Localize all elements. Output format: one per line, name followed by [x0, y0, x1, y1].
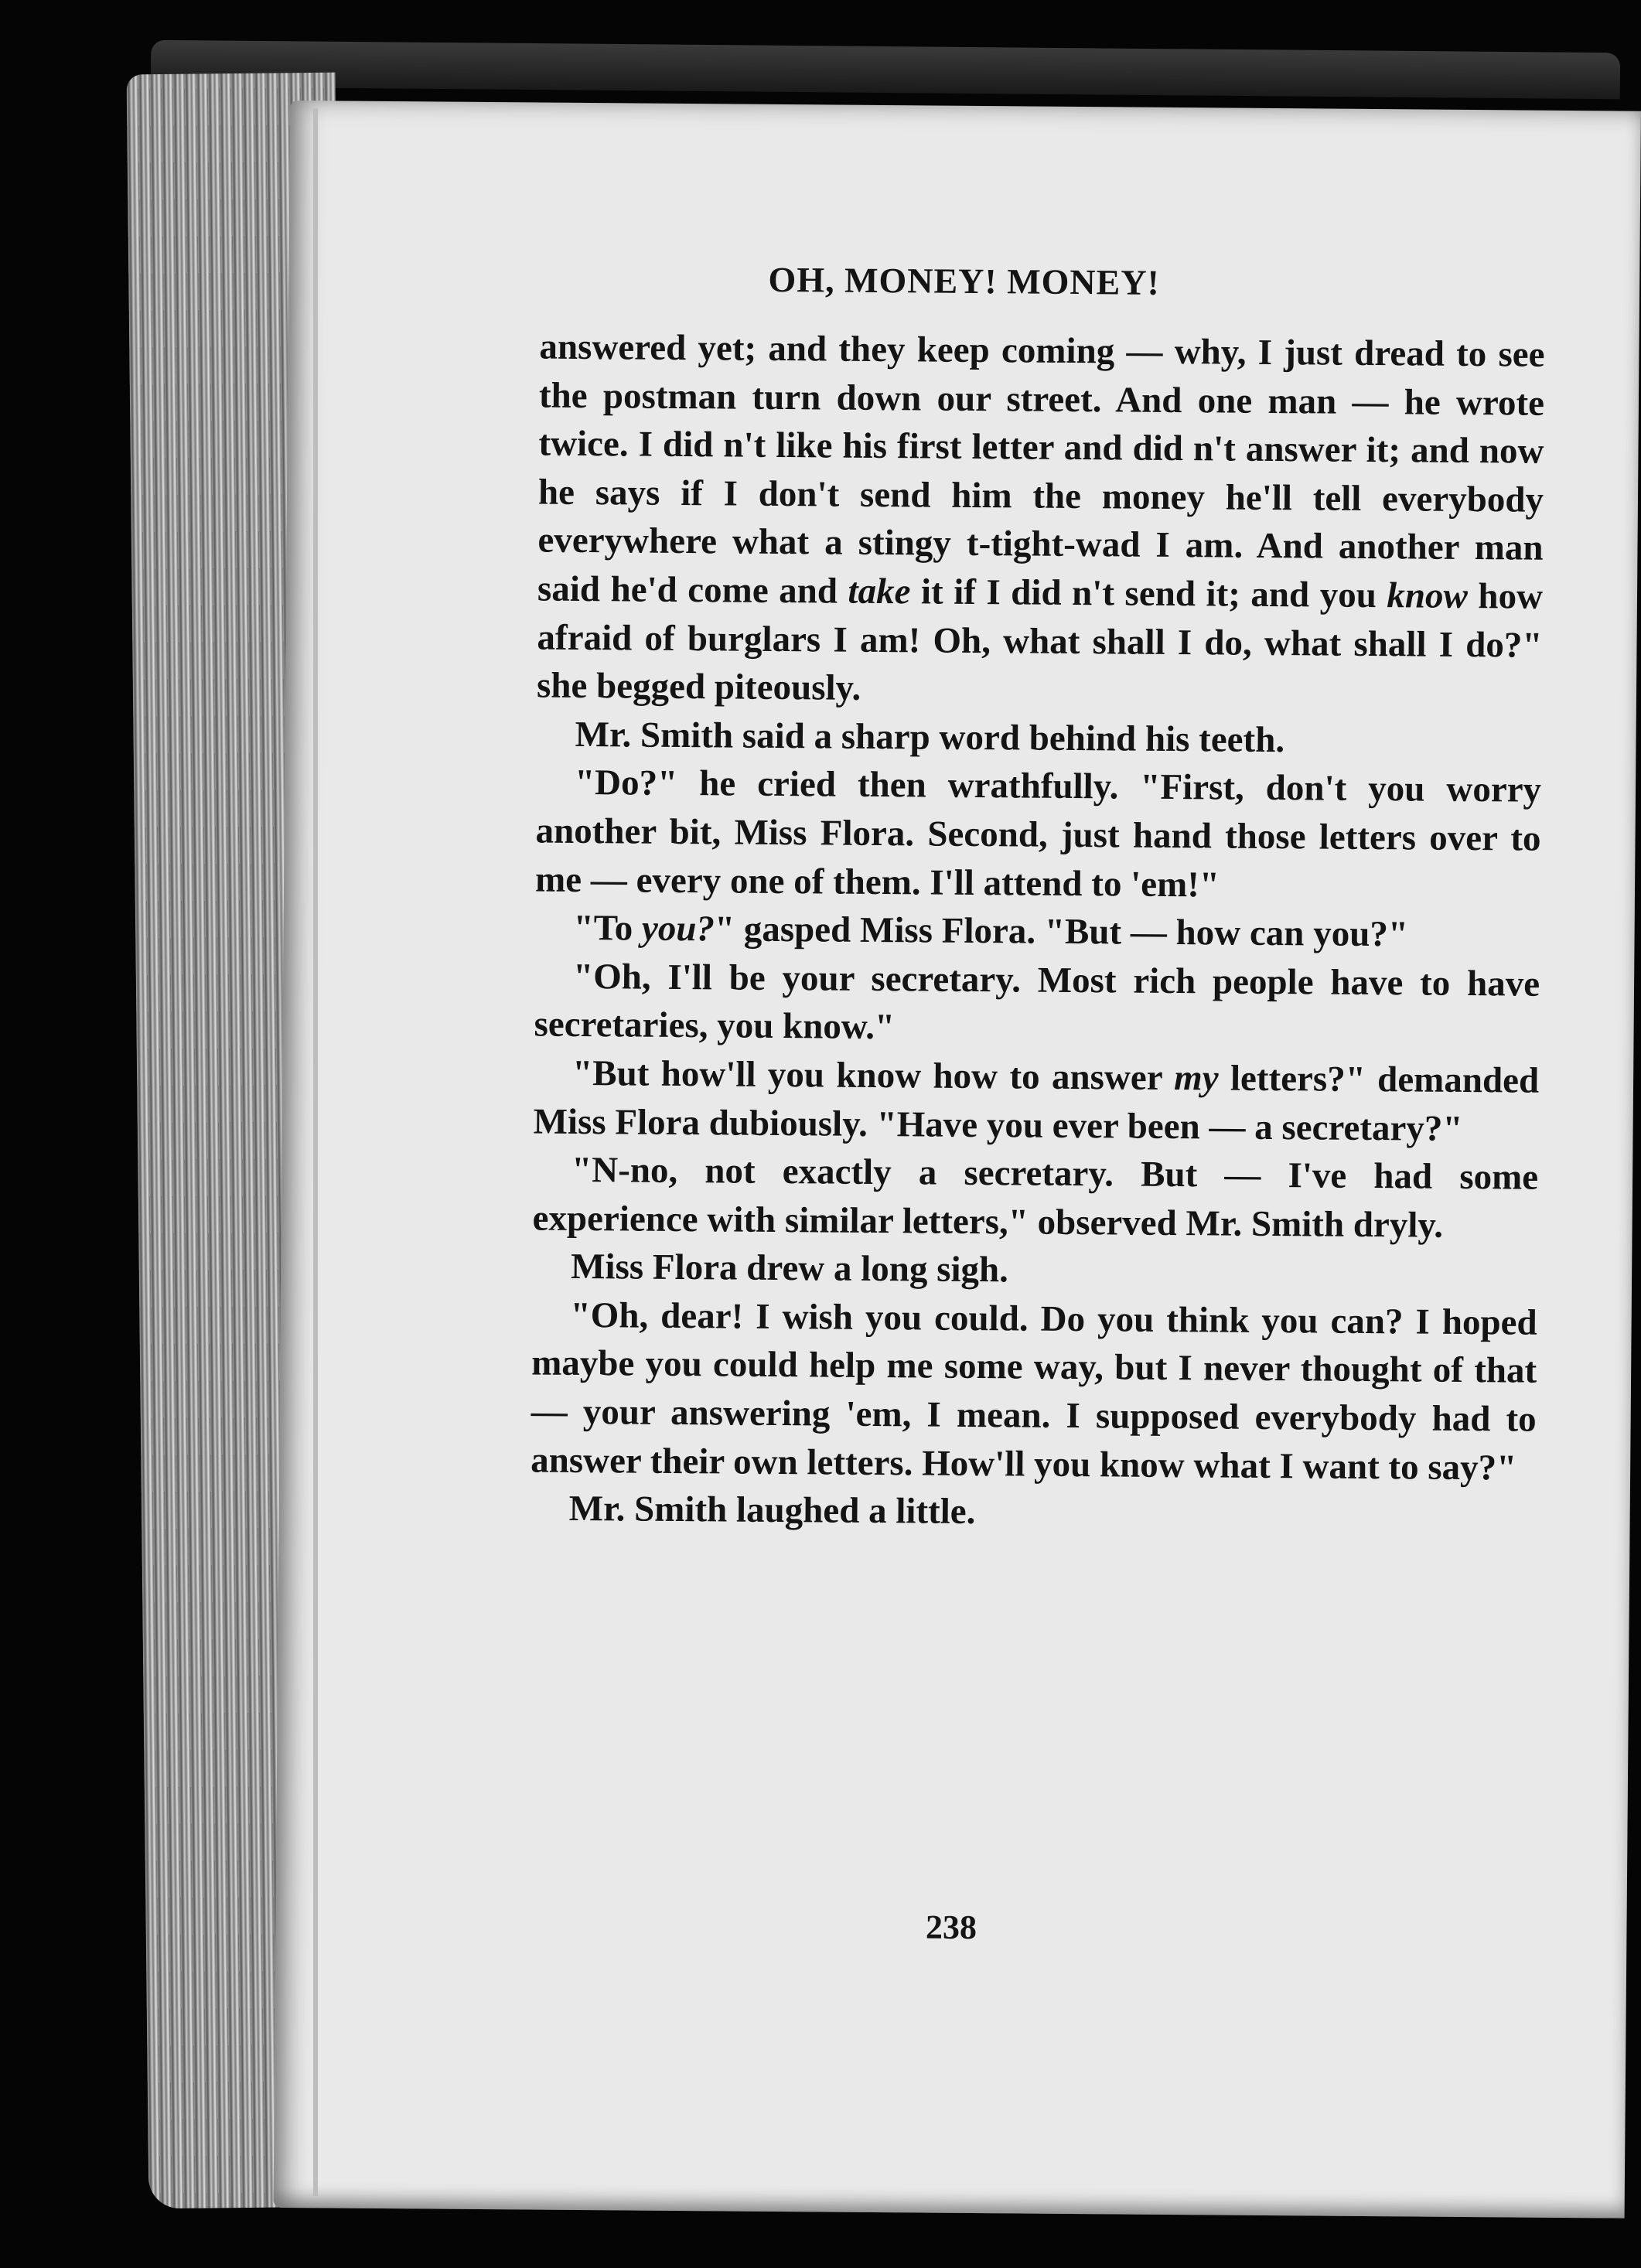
- text-segment: "N-no, not exactly a secretary. But — I've had some experience with similar letters," observed Mr. Smith dryly.: [532, 1149, 1539, 1246]
- book-page: [274, 101, 1641, 2219]
- paragraph: [532, 1243, 1537, 1299]
- paragraph: [534, 952, 1540, 1056]
- paragraph: [536, 710, 1541, 766]
- page-gutter-edge: [313, 108, 318, 2196]
- paragraph: [537, 323, 1545, 718]
- text-segment: Mr. Smith said a sharp word behind his teeth.: [575, 714, 1285, 760]
- paragraph: [534, 904, 1540, 960]
- paragraph: [530, 1485, 1535, 1541]
- paragraph: [531, 1291, 1537, 1492]
- book-cover-edge: [151, 40, 1620, 100]
- italic-text-segment: my: [1173, 1057, 1219, 1099]
- text-segment: "Oh, dear! I wish you could. Do you think you can? I hoped maybe you could help me some way, but I never thought of that — your answering 'em, I mean. I supposed everybody had to answer their own letters. How'll you know what I want to say?": [530, 1294, 1537, 1489]
- text-segment: "But how'll you know how to answer: [571, 1052, 1175, 1098]
- text-segment: "Do?" he cried then wrathfully. "First, don't you worry another bit, Miss Flora. Second, just hand those letters over to me — every one of them. I'll attend to 'em!": [534, 762, 1542, 905]
- running-head: OH, MONEY! MONEY!: [768, 259, 1161, 302]
- page-number: 238: [925, 1908, 977, 1947]
- text-segment: answered yet; and they keep coming — why, I just dread to see the postman turn down our street. And one man — he wrote twice. I did n't like his first letter and did n't answer it; and now he says if I don't send him the money he'll tell everybody everywhere what a stingy t-tight-wad I am. And another man said he'd come and: [537, 326, 1545, 612]
- text-segment: " gasped Miss Flora. "But — how can you?": [714, 909, 1409, 955]
- italic-text-segment: take: [848, 571, 911, 612]
- paragraph: [535, 759, 1541, 912]
- text-segment: "To: [573, 908, 643, 949]
- body-text: [530, 323, 1544, 1541]
- text-segment: Mr. Smith laughed a little.: [568, 1489, 976, 1533]
- text-segment: "Oh, I'll be your secretary. Most rich people have to have secretaries, you know.": [534, 956, 1540, 1048]
- paragraph: [532, 1146, 1538, 1250]
- paragraph: [533, 1049, 1539, 1153]
- text-segment: it if I did n't send it; and you: [910, 571, 1387, 616]
- italic-text-segment: you?: [641, 908, 715, 950]
- text-segment: letters?" demanded Miss Flora dubiously. "Have you ever been — a secretary?": [533, 1058, 1540, 1149]
- italic-text-segment: know: [1387, 575, 1469, 616]
- text-segment: how afraid of burglars I am! Oh, what shall I do, what shall I do?" she begged piteously.: [536, 575, 1544, 708]
- text-segment: Miss Flora drew a long sigh.: [570, 1247, 1009, 1291]
